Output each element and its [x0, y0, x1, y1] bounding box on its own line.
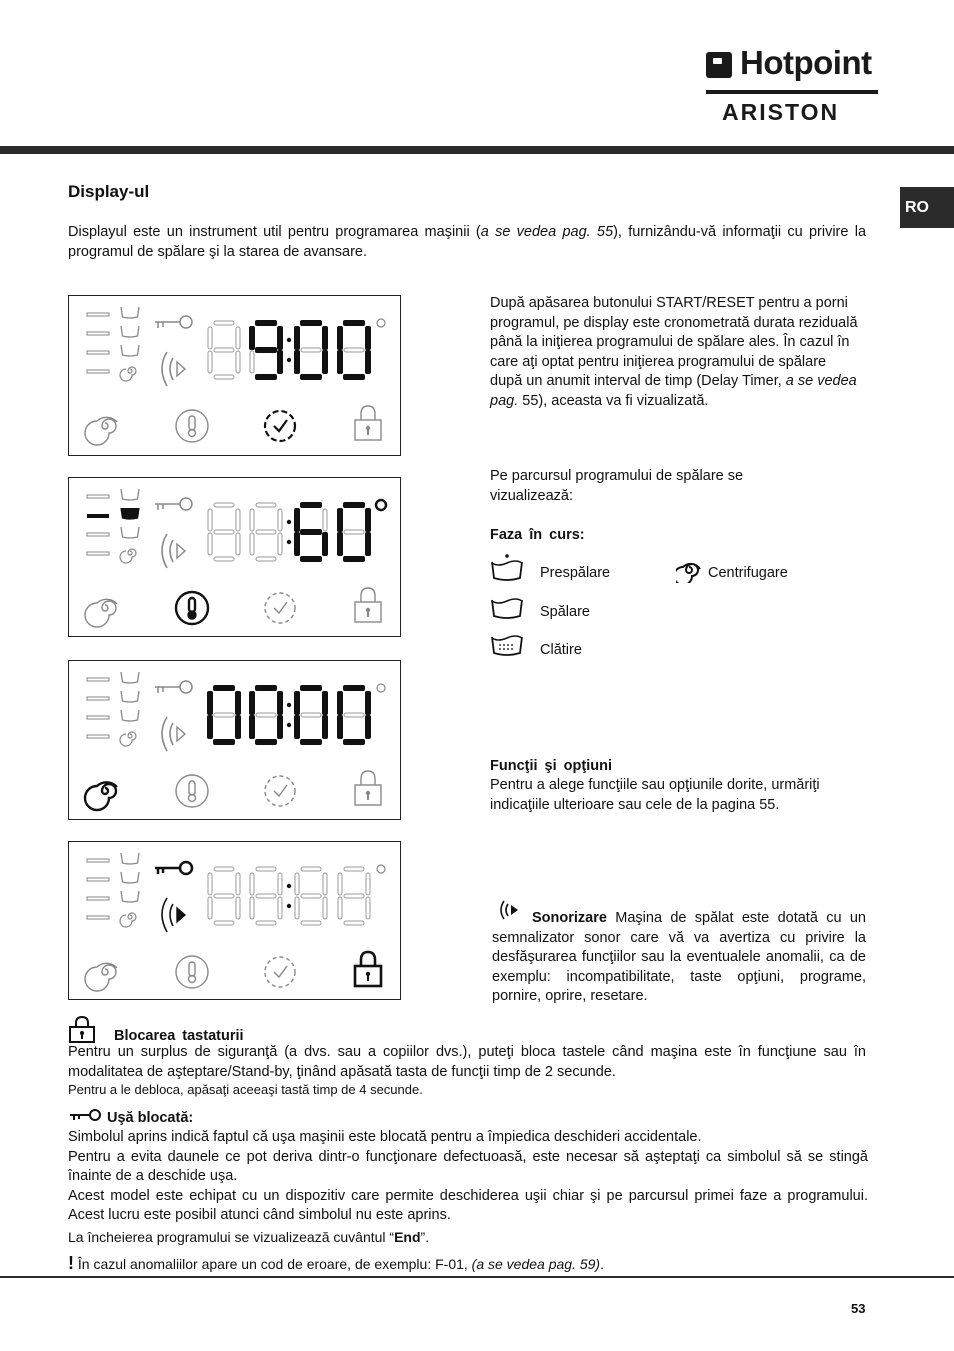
phase-prewash-label: Prespălare: [540, 565, 611, 581]
display-panel-lock: [68, 841, 401, 1000]
page-title: Display-ul: [68, 182, 150, 201]
door-paragraph: [68, 1128, 868, 1226]
rinse-icon: [490, 634, 524, 658]
door-text-2: Pentru a evita daunele ce pot deriva dintr-o funcţionare defectuoasă, este necesar să aşteptaţi ca simbolul să se stingă înainte de a deschide uşa.: [68, 1148, 868, 1184]
phase-wash-label: Spălare: [540, 604, 590, 620]
page-number: 53: [851, 1301, 866, 1316]
door-key-icon: [69, 1108, 103, 1124]
display-illustration: [69, 296, 400, 455]
wash-icon: [490, 597, 524, 621]
language-tab: RO: [900, 187, 954, 228]
start-reset-paragraph: După apăsarea butonului START/RESET pentru a porni programul, pe display este cronometrată durata reziduală până la iniţierea programului de spălare ales. În cazul în care aţi optat pentru iniţierea programului de spălare după un anumit interval de timp (Delay Timer, a se vedea pag. 55), aceasta va fi vizualizată.: [490, 295, 858, 409]
brand-logo-icon: [706, 52, 732, 78]
display-illustration: [69, 842, 400, 999]
display-panel-delay: [68, 295, 401, 456]
lock-title: Blocarea tastaturii: [114, 1028, 244, 1044]
spin-icon: [676, 557, 702, 583]
door-text-1: Simbolul aprins indică faptul că uşa maşinii este blocată pentru a împiedica deschideri accidentale.: [68, 1129, 702, 1145]
lock-icon: [68, 1016, 96, 1043]
phase-rinse-label: Clătire: [540, 642, 582, 658]
door-title: Uşă blocată:: [107, 1110, 194, 1126]
door-text-3: Acest model este echipat cu un dispozitiv care permite deschiderea uşii chiar şi pe parcursul primei faze a programului. Acest lucru este posibil atunci când simbolul nu este aprins.: [68, 1187, 868, 1223]
lock-unlock-note: Pentru a le debloca, apăsaţi aceeaşi tastă timp de 4 secunde.: [68, 1082, 423, 1097]
brand-name: Hotpoint: [740, 44, 872, 81]
display-illustration: [69, 478, 400, 636]
lock-paragraph: Pentru un surplus de siguranţă (a dvs. sau a copiilor dvs.), puteţi bloca tastele când maşina este în funcţiune sau în modalitatea de aşteptare/Stand-by, ţinând apăsată tasta de funcţii timp de 2 secunde.: [68, 1044, 866, 1080]
phase-title: Faza în curs:: [490, 527, 585, 543]
header-bar: [0, 146, 954, 154]
prewash-icon: [490, 553, 524, 583]
brand-sub: ARISTON: [722, 99, 840, 125]
footer-rule: [0, 1276, 954, 1278]
functions-title: Funcţii şi opţiuni: [490, 758, 612, 774]
error-paragraph: ! În cazul anomaliilor apare un cod de eroare, de exemplu: F-01, (a se vedea pag. 59).: [68, 1253, 604, 1273]
brand-divider: [706, 90, 878, 94]
functions-paragraph: Pentru a alege funcţiile sau opţiunile dorite, urmăriţi indicaţiile ulterioare sau cele de la pagina 55.: [490, 777, 820, 813]
during-paragraph: Pe parcursul programului de spălare se vizualizează:: [490, 468, 744, 504]
sound-paragraph: Sonorizare Maşina de spălat este dotată cu un semnalizator sonor care vă va avertiza cu privire la desfăşurarea funcţiilor sau la eventualele anomalii, ca de exemplu: incompatibilitate, taste opţiuni, programe, pornire, oprire, resetare.: [492, 910, 866, 1004]
display-illustration: [69, 661, 400, 819]
display-panel-spin: [68, 660, 401, 820]
end-paragraph: La încheierea programului se vizualizează cuvântul “End”.: [68, 1229, 430, 1245]
phase-spin-label: Centrifugare: [708, 565, 788, 581]
intro-paragraph: Displayul este un instrument util pentru programarea maşinii (a se vedea pag. 55), furnizându-vă informaţii cu privire la programul de spălare şi la starea de avansare.: [68, 224, 867, 260]
display-panel-temperature: [68, 477, 401, 637]
warning-icon: !: [68, 1253, 74, 1273]
